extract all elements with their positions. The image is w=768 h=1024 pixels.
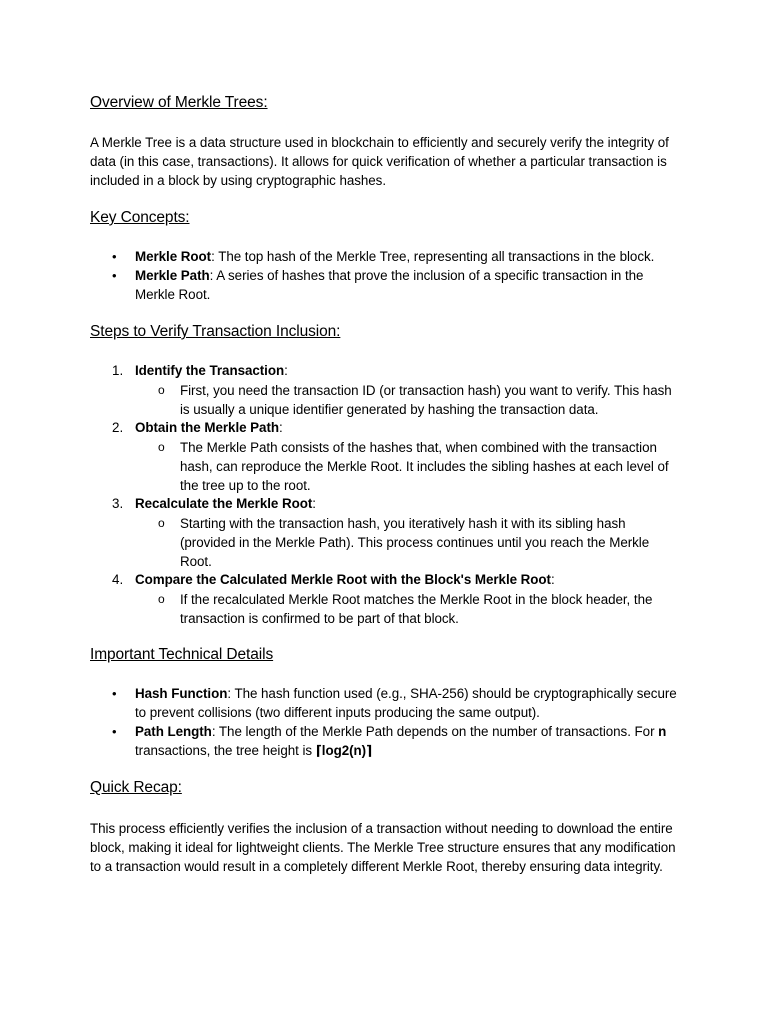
variable-n: n: [658, 724, 667, 739]
steps-heading: Steps to Verify Transaction Inclusion:: [90, 323, 341, 340]
step-detail: The Merkle Path consists of the hashes that, when combined with the transaction hash, can reproduce the Merkle Root. It includes the sibling hashes at each level of the tree up to the root.: [180, 440, 669, 493]
recap-heading: Quick Recap:: [90, 779, 182, 796]
step-detail: Starting with the transaction hash, you iteratively hash it with its sibling hash (provided in the Merkle Path). This process continues until you reach the Merkle Root.: [180, 516, 650, 569]
definition: : A series of hashes that prove the inclusion of a specific transaction in the Merkle Root.: [135, 268, 644, 302]
sub-bullet-marker: o: [158, 592, 165, 606]
step-number: 1.: [112, 363, 124, 378]
definition: : The top hash of the Merkle Tree, representing all transactions in the block.: [211, 249, 655, 264]
term: Path Length: [135, 724, 212, 739]
step-title-text: Identify the Transaction: [135, 363, 285, 378]
overview-heading: Overview of Merkle Trees:: [90, 94, 268, 111]
bullet-marker: •: [112, 249, 117, 264]
technical-item-path-length: [135, 722, 685, 760]
step-title: [135, 418, 685, 437]
term: Merkle Root: [135, 249, 212, 264]
key-concept-merkle-root: [135, 247, 685, 266]
step-number: 4.: [112, 572, 124, 587]
overview-paragraph: A Merkle Tree is a data structure used in blockchain to efficiently and securely verify the integrity of data (in this case, transactions). It allows for quick verification of whether a particular transaction is included in a block by using cryptographic hashes.: [90, 135, 669, 188]
step-title: [135, 494, 685, 513]
step-number: 3.: [112, 496, 124, 511]
step-title: [135, 570, 685, 589]
definition: : The length of the Merkle Path depends on the number of transactions. For: [211, 724, 659, 739]
step-number: 2.: [112, 420, 124, 435]
step-suffix: :: [550, 572, 555, 587]
definition-cont: transactions, the tree height is: [135, 743, 316, 758]
sub-bullet-marker: o: [158, 516, 165, 530]
recap-paragraph: This process efficiently verifies the inclusion of a transaction without needing to download the entire block, making it ideal for lightweight clients. The Merkle Tree structure ensures that any modification to a transaction would result in a completely different Merkle Root, thereby ensuring data integrity.: [90, 821, 676, 874]
step-detail: First, you need the transaction ID (or transaction hash) you want to verify. This hash is usually a unique identifier generated by hashing the transaction data.: [180, 383, 672, 417]
term: Hash Function: [135, 686, 228, 701]
definition: : The hash function used (e.g., SHA-256) should be cryptographically secure to prevent collisions (two different inputs producing the same output).: [135, 686, 677, 720]
step-suffix: :: [284, 363, 288, 378]
term: Merkle Path: [135, 268, 210, 283]
step-detail: If the recalculated Merkle Root matches the Merkle Root in the block header, the transaction is confirmed to be part of that block.: [180, 592, 653, 626]
step-title-text: Obtain the Merkle Path: [135, 420, 279, 435]
bullet-marker: •: [112, 268, 117, 283]
technical-heading: Important Technical Details: [90, 646, 274, 663]
key-concept-merkle-path: [135, 266, 685, 304]
bullet-marker: •: [112, 724, 117, 739]
step-title-text: Compare the Calculated Merkle Root with the Block's Merkle Root: [135, 572, 551, 587]
bullet-marker: •: [112, 686, 117, 701]
step-title-text: Recalculate the Merkle Root: [135, 496, 313, 511]
technical-item-hash-function: [135, 684, 685, 722]
sub-bullet-marker: o: [158, 383, 165, 397]
sub-bullet-marker: o: [158, 440, 165, 454]
step-suffix: :: [279, 420, 283, 435]
step-title: [135, 361, 685, 380]
key-concepts-heading: Key Concepts:: [90, 209, 190, 226]
tree-height-formula: ⌈log2(n)⌉: [315, 743, 373, 758]
step-suffix: :: [312, 496, 316, 511]
